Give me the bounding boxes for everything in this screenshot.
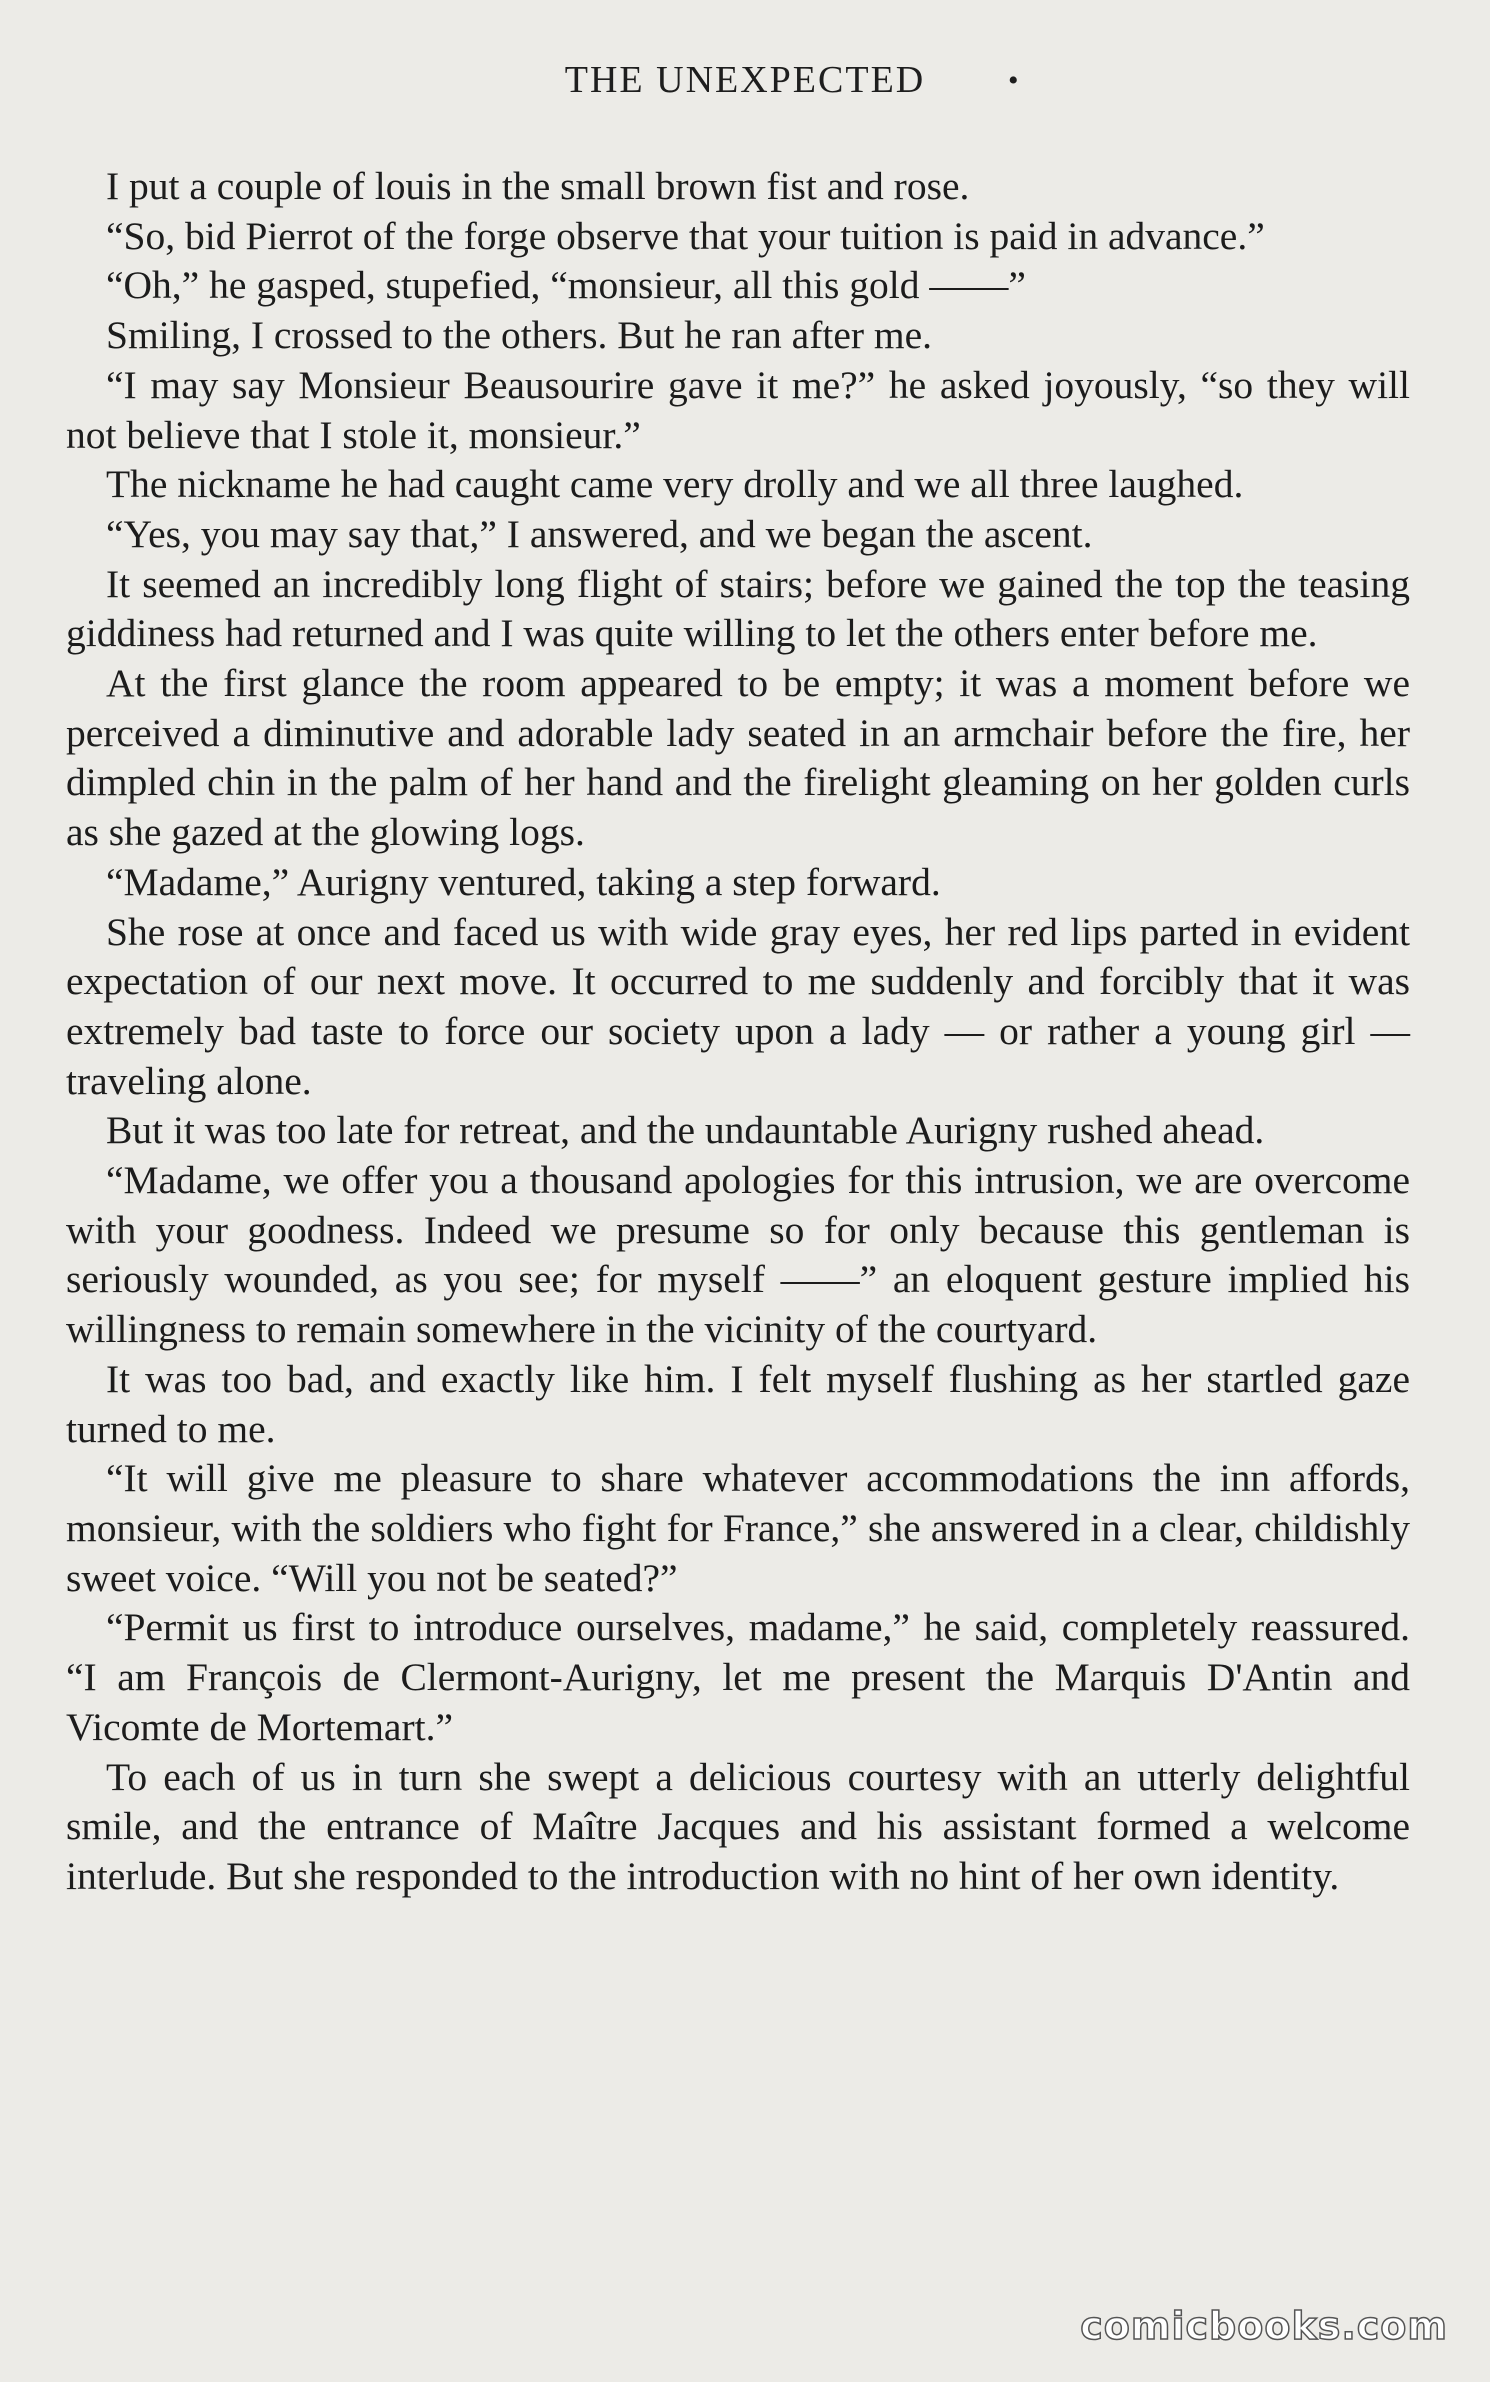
- paragraph: “It will give me pleasure to share whatever accommodations the inn affords, monsieur, with the soldiers who fight for France,” she answered in a clear, childishly sweet voice. “Will you not be seated?”: [66, 1456, 1410, 1600]
- paragraph: But it was too late for retreat, and the undauntable Aurigny rushed ahead.: [106, 1108, 1265, 1153]
- paragraph: “Madame, we offer you a thousand apologies for this intrusion, we are overcome with your goodness. Indeed we presume so for only because this gentleman is seriously wounded, as you see; for myself ——” an eloquent gesture implied his willingness to remain somewhere in the vicinity of the courtyard.: [66, 1158, 1410, 1352]
- ink-speck: •: [1008, 64, 1021, 97]
- paragraph: Smiling, I crossed to the others. But he ran after me.: [106, 313, 933, 358]
- paragraph: “I may say Monsieur Beausourire gave it me?” he asked joyously, “so they will not believe that I stole it, monsieur.”: [66, 362, 1410, 457]
- watermark-text: comicbooks.com: [1080, 2304, 1448, 2348]
- paragraph: “Permit us first to introduce ourselves, madame,” he said, completely reassured. “I am François de Clermont-Aurigny, let me present the Marquis D'Antin and Vicomte de Mortemart.”: [66, 1605, 1410, 1749]
- paragraph: It seemed an incredibly long flight of stairs; before we gained the top the teasing giddiness had returned and I was quite willing to let the others enter before me.: [66, 561, 1410, 656]
- paragraph: It was too bad, and exactly like him. I felt myself flushing as her startled gaze turned to me.: [66, 1356, 1410, 1451]
- paragraph: At the first glance the room appeared to be empty; it was a moment before we perceived a diminutive and adorable lady seated in an armchair before the fire, her dimpled chin in the palm of her hand and the firelight gleaming on her golden curls as she gazed at the glowing logs.: [66, 661, 1410, 855]
- paragraph: “Oh,” he gasped, stupefied, “monsieur, all this gold ——”: [106, 263, 1026, 308]
- body-text: [66, 162, 1410, 1902]
- paragraph: “So, bid Pierrot of the forge observe that your tuition is paid in advance.”: [106, 213, 1265, 258]
- running-head-title: THE UNEXPECTED: [564, 59, 926, 101]
- paragraph: The nickname he had caught came very drolly and we all three laughed.: [106, 462, 1244, 507]
- paragraph: She rose at once and faced us with wide gray eyes, her red lips parted in evident expectation of our next move. It occurred to me suddenly and forcibly that it was extremely bad taste to force our society upon a lady — or rather a young girl — traveling alone.: [66, 909, 1410, 1103]
- paragraph: “Madame,” Aurigny ventured, taking a step forward.: [106, 859, 941, 904]
- running-head: [0, 58, 1490, 102]
- paragraph: “Yes, you may say that,” I answered, and we began the ascent.: [106, 511, 1093, 556]
- paragraph: I put a couple of louis in the small brown fist and rose.: [106, 164, 970, 208]
- paragraph: To each of us in turn she swept a delicious courtesy with an utterly delightful smile, and the entrance of Maître Jacques and his assistant formed a welcome interlude. But she responded to the introduction with no hint of her own identity.: [66, 1754, 1410, 1898]
